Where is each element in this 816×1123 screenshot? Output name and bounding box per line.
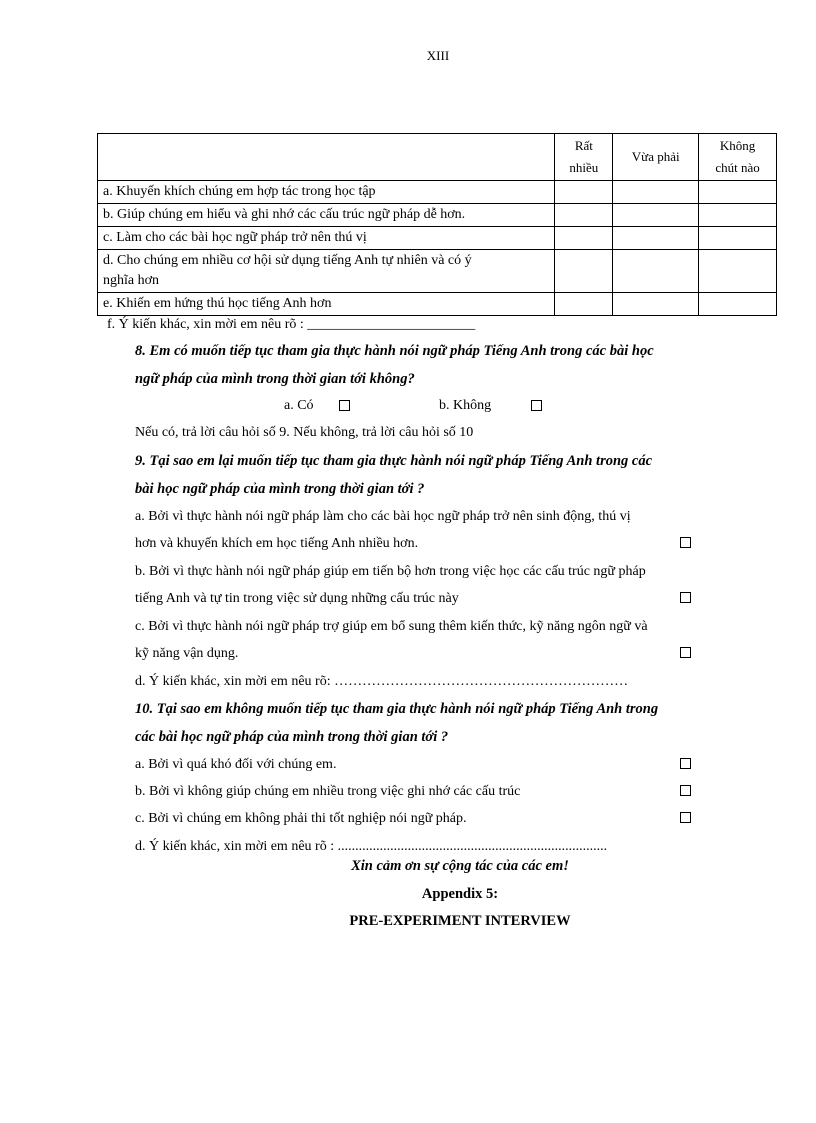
page-number: XIII bbox=[426, 48, 450, 63]
table-cell[interactable] bbox=[555, 293, 613, 316]
table-row-label: b. Giúp chúng em hiểu và ghi nhớ các cấu trúc ngữ pháp dễ hơn. bbox=[98, 204, 555, 227]
table-header-moderate bbox=[613, 134, 699, 181]
table-cell[interactable] bbox=[613, 204, 699, 227]
other-opinion-f: f. Ý kiến khác, xin mời em nêu rõ : ________________________ bbox=[107, 317, 476, 332]
table-header-not-at-all bbox=[699, 134, 777, 181]
q10-option-c-checkbox[interactable] bbox=[680, 812, 691, 823]
table-row-label: a. Khuyến khích chúng em hợp tác trong học tập bbox=[98, 181, 555, 204]
q9-option-a-line2: hơn và khuyến khích em học tiếng Anh nhiều hơn. bbox=[135, 536, 419, 551]
table-cell[interactable] bbox=[699, 250, 777, 293]
table-cell[interactable] bbox=[613, 227, 699, 250]
table-cell[interactable] bbox=[699, 181, 777, 204]
table-header-very-much bbox=[555, 134, 613, 181]
row-label-line: d. Cho chúng em nhiều cơ hội sử dụng tiếng Anh tự nhiên và có ý bbox=[103, 253, 472, 268]
question-9-line1: 9. Tại sao em lại muốn tiếp tục tham gia thực hành nói ngữ pháp Tiếng Anh trong các bbox=[135, 453, 653, 469]
header-line: Rất bbox=[574, 138, 593, 153]
table-cell[interactable] bbox=[699, 293, 777, 316]
q10-option-a-checkbox[interactable] bbox=[680, 758, 691, 769]
q10-option-a: a. Bởi vì quá khó đối với chúng em. bbox=[135, 757, 337, 772]
question-10-line1: 10. Tại sao em không muốn tiếp tục tham gia thực hành nói ngữ pháp Tiếng Anh trong bbox=[135, 701, 659, 717]
question-9-line2: bài học ngữ pháp của mình trong thời gian tới ? bbox=[135, 481, 425, 497]
q9-option-c-line1: c. Bởi vì thực hành nói ngữ pháp trợ giúp em bổ sung thêm kiến thức, kỹ năng ngôn ngữ và bbox=[135, 619, 648, 634]
appendix-title: Appendix 5: bbox=[421, 886, 499, 902]
q10-option-b: b. Bởi vì không giúp chúng em nhiều trong việc ghi nhớ các cấu trúc bbox=[135, 784, 521, 799]
table-cell[interactable] bbox=[613, 293, 699, 316]
question-8-note: Nếu có, trả lời câu hỏi số 9. Nếu không, trả lời câu hỏi số 10 bbox=[135, 425, 474, 440]
q9-option-c-line2: kỹ năng vận dụng. bbox=[135, 646, 239, 661]
table-cell[interactable] bbox=[555, 204, 613, 227]
q9-option-a-line1: a. Bởi vì thực hành nói ngữ pháp làm cho các bài học ngữ pháp trở nên sinh động, thú vị bbox=[135, 509, 631, 524]
question-8-line2: ngữ pháp của mình trong thời gian tới không? bbox=[135, 371, 415, 387]
rating-table bbox=[97, 133, 777, 316]
table-row-label bbox=[98, 250, 555, 293]
table-header-row bbox=[98, 134, 777, 181]
table-row bbox=[98, 204, 777, 227]
option-yes-checkbox[interactable] bbox=[339, 400, 350, 411]
table-row bbox=[98, 227, 777, 250]
table-row bbox=[98, 181, 777, 204]
table-row bbox=[98, 293, 777, 316]
table-cell[interactable] bbox=[555, 181, 613, 204]
q9-option-b-checkbox[interactable] bbox=[680, 592, 691, 603]
header-line: Không bbox=[719, 138, 756, 153]
q9-option-a-checkbox[interactable] bbox=[680, 537, 691, 548]
table-row-label: c. Làm cho các bài học ngữ pháp trở nên thú vị bbox=[98, 227, 555, 250]
q10-option-d: d. Ý kiến khác, xin mời em nêu rõ : ............................................................................. bbox=[135, 839, 608, 854]
table-cell[interactable] bbox=[555, 227, 613, 250]
table-cell[interactable] bbox=[555, 250, 613, 293]
thank-you-note: Xin cảm ơn sự cộng tác của các em! bbox=[351, 858, 569, 874]
option-no-label: b. Không bbox=[439, 398, 492, 413]
q10-option-b-checkbox[interactable] bbox=[680, 785, 691, 796]
q9-option-b-line2: tiếng Anh và tự tin trong việc sử dụng những cấu trúc này bbox=[135, 591, 459, 606]
table-row bbox=[98, 250, 777, 293]
q10-option-c: c. Bởi vì chúng em không phải thi tốt nghiệp nói ngữ pháp. bbox=[135, 811, 467, 826]
table-cell[interactable] bbox=[613, 181, 699, 204]
header-line: Vừa phải bbox=[631, 149, 680, 164]
header-line: chút nào bbox=[715, 160, 760, 175]
table-header-blank bbox=[98, 134, 555, 181]
table-cell[interactable] bbox=[699, 227, 777, 250]
table-row-label: e. Khiến em hứng thú học tiếng Anh hơn bbox=[98, 293, 555, 316]
q9-option-b-line1: b. Bởi vì thực hành nói ngữ pháp giúp em tiến bộ hơn trong việc học các cấu trúc ngữ pháp bbox=[135, 564, 646, 579]
question-10-line2: các bài học ngữ pháp của mình trong thời gian tới ? bbox=[135, 729, 449, 745]
question-8-line1: 8. Em có muốn tiếp tục tham gia thực hành nói ngữ pháp Tiếng Anh trong các bài học bbox=[135, 343, 654, 359]
option-yes-label: a. Có bbox=[284, 398, 314, 413]
q9-option-d: d. Ý kiến khác, xin mời em nêu rõ: ……………………………………………………… bbox=[135, 674, 629, 689]
table-cell[interactable] bbox=[699, 204, 777, 227]
row-label-line: nghĩa hơn bbox=[103, 273, 160, 288]
header-line: nhiều bbox=[569, 160, 599, 175]
appendix-subtitle: PRE-EXPERIMENT INTERVIEW bbox=[349, 913, 571, 929]
q9-option-c-checkbox[interactable] bbox=[680, 647, 691, 658]
table-cell[interactable] bbox=[613, 250, 699, 293]
option-no-checkbox[interactable] bbox=[531, 400, 542, 411]
